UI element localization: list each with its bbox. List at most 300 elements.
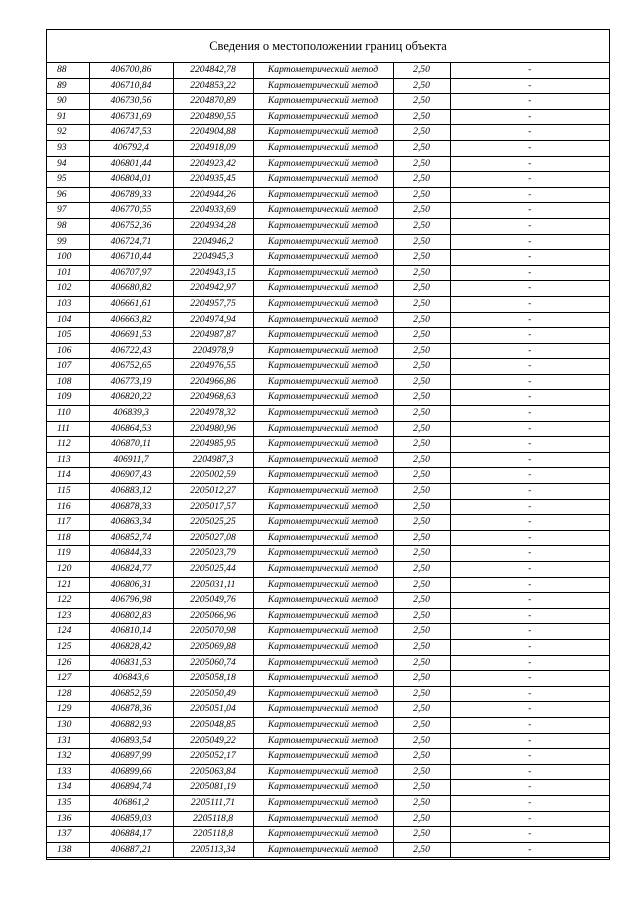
- method-cell: Картометрический метод: [253, 811, 393, 827]
- y-coordinate-cell: 2204934,28: [173, 218, 253, 234]
- method-cell: Картометрический метод: [253, 702, 393, 718]
- description-cell: -: [450, 686, 609, 702]
- x-coordinate-cell: 406844,33: [89, 546, 173, 562]
- accuracy-cell: 2,50: [393, 359, 450, 375]
- point-number-cell: 116: [47, 499, 89, 515]
- description-cell: -: [450, 172, 609, 188]
- x-coordinate-cell: 406722,43: [89, 343, 173, 359]
- y-coordinate-cell: 2204842,78: [173, 63, 253, 78]
- description-cell: -: [450, 63, 609, 78]
- accuracy-cell: 2,50: [393, 702, 450, 718]
- description-cell: -: [450, 717, 609, 733]
- x-coordinate-cell: 406680,82: [89, 281, 173, 297]
- point-number-cell: 117: [47, 515, 89, 531]
- accuracy-cell: 2,50: [393, 593, 450, 609]
- table-title: Сведения о местоположении границ объекта: [47, 30, 609, 63]
- description-cell: -: [450, 328, 609, 344]
- x-coordinate-cell: 406707,97: [89, 265, 173, 281]
- description-cell: -: [450, 265, 609, 281]
- y-coordinate-cell: 2205050,49: [173, 686, 253, 702]
- description-cell: -: [450, 671, 609, 687]
- x-coordinate-cell: 406893,54: [89, 733, 173, 749]
- method-cell: Картометрический метод: [253, 577, 393, 593]
- description-cell: -: [450, 390, 609, 406]
- method-cell: Картометрический метод: [253, 94, 393, 110]
- description-cell: -: [450, 234, 609, 250]
- method-cell: Картометрический метод: [253, 484, 393, 500]
- description-cell: -: [450, 140, 609, 156]
- method-cell: Картометрический метод: [253, 328, 393, 344]
- table-row: [47, 172, 609, 188]
- table-row: [47, 562, 609, 578]
- x-coordinate-cell: 406796,98: [89, 593, 173, 609]
- method-cell: Картометрический метод: [253, 265, 393, 281]
- table-row: [47, 546, 609, 562]
- y-coordinate-cell: 2204957,75: [173, 296, 253, 312]
- table-row: [47, 312, 609, 328]
- accuracy-cell: 2,50: [393, 328, 450, 344]
- accuracy-cell: 2,50: [393, 827, 450, 843]
- accuracy-cell: 2,50: [393, 562, 450, 578]
- accuracy-cell: 2,50: [393, 842, 450, 858]
- table-row: [47, 577, 609, 593]
- table-row: [47, 468, 609, 484]
- point-number-cell: 111: [47, 421, 89, 437]
- description-cell: -: [450, 780, 609, 796]
- point-number-cell: 120: [47, 562, 89, 578]
- y-coordinate-cell: 2205023,79: [173, 546, 253, 562]
- y-coordinate-cell: 2204935,45: [173, 172, 253, 188]
- y-coordinate-cell: 2205017,57: [173, 499, 253, 515]
- point-number-cell: 96: [47, 187, 89, 203]
- method-cell: Картометрический метод: [253, 499, 393, 515]
- table-row: [47, 390, 609, 406]
- description-cell: -: [450, 374, 609, 390]
- x-coordinate-cell: 406861,2: [89, 795, 173, 811]
- point-number-cell: 134: [47, 780, 89, 796]
- point-number-cell: 89: [47, 78, 89, 94]
- point-number-cell: 113: [47, 452, 89, 468]
- point-number-cell: 102: [47, 281, 89, 297]
- y-coordinate-cell: 2205012,27: [173, 484, 253, 500]
- x-coordinate-cell: 406878,36: [89, 702, 173, 718]
- x-coordinate-cell: 406773,19: [89, 374, 173, 390]
- y-coordinate-cell: 2204978,32: [173, 406, 253, 422]
- y-coordinate-cell: 2204985,95: [173, 437, 253, 453]
- table-row: [47, 328, 609, 344]
- description-cell: -: [450, 452, 609, 468]
- point-number-cell: 98: [47, 218, 89, 234]
- accuracy-cell: 2,50: [393, 94, 450, 110]
- accuracy-cell: 2,50: [393, 639, 450, 655]
- accuracy-cell: 2,50: [393, 343, 450, 359]
- method-cell: Картометрический метод: [253, 749, 393, 765]
- y-coordinate-cell: 2205058,18: [173, 671, 253, 687]
- boundary-coordinates-table: [47, 63, 609, 858]
- accuracy-cell: 2,50: [393, 140, 450, 156]
- y-coordinate-cell: 2205063,84: [173, 764, 253, 780]
- x-coordinate-cell: 406870,11: [89, 437, 173, 453]
- y-coordinate-cell: 2204943,15: [173, 265, 253, 281]
- table-row: [47, 593, 609, 609]
- table-row: [47, 343, 609, 359]
- x-coordinate-cell: 406747,53: [89, 125, 173, 141]
- accuracy-cell: 2,50: [393, 250, 450, 266]
- description-cell: -: [450, 639, 609, 655]
- point-number-cell: 136: [47, 811, 89, 827]
- method-cell: Картометрический метод: [253, 530, 393, 546]
- accuracy-cell: 2,50: [393, 671, 450, 687]
- y-coordinate-cell: 2204980,96: [173, 421, 253, 437]
- point-number-cell: 128: [47, 686, 89, 702]
- accuracy-cell: 2,50: [393, 733, 450, 749]
- description-cell: -: [450, 562, 609, 578]
- table-row: [47, 94, 609, 110]
- method-cell: Картометрический метод: [253, 281, 393, 297]
- x-coordinate-cell: 406724,71: [89, 234, 173, 250]
- table-row: [47, 499, 609, 515]
- point-number-cell: 115: [47, 484, 89, 500]
- x-coordinate-cell: 406792,4: [89, 140, 173, 156]
- table-row: [47, 515, 609, 531]
- method-cell: Картометрический метод: [253, 437, 393, 453]
- accuracy-cell: 2,50: [393, 686, 450, 702]
- accuracy-cell: 2,50: [393, 281, 450, 297]
- description-cell: -: [450, 530, 609, 546]
- accuracy-cell: 2,50: [393, 187, 450, 203]
- point-number-cell: 106: [47, 343, 89, 359]
- point-number-cell: 122: [47, 593, 89, 609]
- description-cell: -: [450, 109, 609, 125]
- description-cell: -: [450, 484, 609, 500]
- method-cell: Картометрический метод: [253, 421, 393, 437]
- method-cell: Картометрический метод: [253, 733, 393, 749]
- point-number-cell: 101: [47, 265, 89, 281]
- description-cell: -: [450, 359, 609, 375]
- x-coordinate-cell: 406897,99: [89, 749, 173, 765]
- description-cell: -: [450, 296, 609, 312]
- method-cell: Картометрический метод: [253, 78, 393, 94]
- accuracy-cell: 2,50: [393, 515, 450, 531]
- x-coordinate-cell: 406731,69: [89, 109, 173, 125]
- y-coordinate-cell: 2204933,69: [173, 203, 253, 219]
- point-number-cell: 131: [47, 733, 89, 749]
- description-cell: -: [450, 624, 609, 640]
- method-cell: Картометрический метод: [253, 187, 393, 203]
- accuracy-cell: 2,50: [393, 172, 450, 188]
- y-coordinate-cell: 2204945,3: [173, 250, 253, 266]
- method-cell: Картометрический метод: [253, 827, 393, 843]
- method-cell: Картометрический метод: [253, 593, 393, 609]
- accuracy-cell: 2,50: [393, 406, 450, 422]
- point-number-cell: 118: [47, 530, 89, 546]
- table-row: [47, 374, 609, 390]
- accuracy-cell: 2,50: [393, 421, 450, 437]
- point-number-cell: 123: [47, 608, 89, 624]
- accuracy-cell: 2,50: [393, 655, 450, 671]
- point-number-cell: 126: [47, 655, 89, 671]
- method-cell: Картометрический метод: [253, 780, 393, 796]
- point-number-cell: 104: [47, 312, 89, 328]
- point-number-cell: 94: [47, 156, 89, 172]
- accuracy-cell: 2,50: [393, 296, 450, 312]
- x-coordinate-cell: 406883,12: [89, 484, 173, 500]
- method-cell: Картометрический метод: [253, 795, 393, 811]
- y-coordinate-cell: 2204974,94: [173, 312, 253, 328]
- description-cell: -: [450, 593, 609, 609]
- x-coordinate-cell: 406843,6: [89, 671, 173, 687]
- x-coordinate-cell: 406700,86: [89, 63, 173, 78]
- y-coordinate-cell: 2204918,09: [173, 140, 253, 156]
- y-coordinate-cell: 2204923,42: [173, 156, 253, 172]
- y-coordinate-cell: 2204987,3: [173, 452, 253, 468]
- description-cell: -: [450, 827, 609, 843]
- table-row: [47, 421, 609, 437]
- method-cell: Картометрический метод: [253, 172, 393, 188]
- x-coordinate-cell: 406882,93: [89, 717, 173, 733]
- method-cell: Картометрический метод: [253, 624, 393, 640]
- x-coordinate-cell: 406663,82: [89, 312, 173, 328]
- x-coordinate-cell: 406802,83: [89, 608, 173, 624]
- description-cell: -: [450, 499, 609, 515]
- description-cell: -: [450, 577, 609, 593]
- y-coordinate-cell: 2204978,9: [173, 343, 253, 359]
- y-coordinate-cell: 2205049,76: [173, 593, 253, 609]
- y-coordinate-cell: 2205048,85: [173, 717, 253, 733]
- point-number-cell: 119: [47, 546, 89, 562]
- point-number-cell: 105: [47, 328, 89, 344]
- point-number-cell: 110: [47, 406, 89, 422]
- table-row: [47, 530, 609, 546]
- y-coordinate-cell: 2205051,04: [173, 702, 253, 718]
- method-cell: Картометрический метод: [253, 390, 393, 406]
- table-row: [47, 452, 609, 468]
- x-coordinate-cell: 406878,33: [89, 499, 173, 515]
- point-number-cell: 91: [47, 109, 89, 125]
- table-row: [47, 624, 609, 640]
- method-cell: Картометрический метод: [253, 717, 393, 733]
- accuracy-cell: 2,50: [393, 499, 450, 515]
- point-number-cell: 97: [47, 203, 89, 219]
- method-cell: Картометрический метод: [253, 125, 393, 141]
- table-row: [47, 780, 609, 796]
- y-coordinate-cell: 2205025,25: [173, 515, 253, 531]
- table-row: [47, 686, 609, 702]
- table-row: [47, 218, 609, 234]
- method-cell: Картометрический метод: [253, 218, 393, 234]
- y-coordinate-cell: 2204946,2: [173, 234, 253, 250]
- accuracy-cell: 2,50: [393, 577, 450, 593]
- y-coordinate-cell: 2205118,8: [173, 811, 253, 827]
- description-cell: -: [450, 468, 609, 484]
- table-row: [47, 717, 609, 733]
- description-cell: -: [450, 203, 609, 219]
- point-number-cell: 129: [47, 702, 89, 718]
- point-number-cell: 124: [47, 624, 89, 640]
- point-number-cell: 121: [47, 577, 89, 593]
- table-row: [47, 187, 609, 203]
- description-cell: -: [450, 421, 609, 437]
- description-cell: -: [450, 406, 609, 422]
- description-cell: -: [450, 515, 609, 531]
- point-number-cell: 90: [47, 94, 89, 110]
- point-number-cell: 108: [47, 374, 89, 390]
- method-cell: Картометрический метод: [253, 562, 393, 578]
- table-row: [47, 608, 609, 624]
- method-cell: Картометрический метод: [253, 63, 393, 78]
- description-cell: -: [450, 78, 609, 94]
- y-coordinate-cell: 2204890,55: [173, 109, 253, 125]
- method-cell: Картометрический метод: [253, 312, 393, 328]
- accuracy-cell: 2,50: [393, 780, 450, 796]
- method-cell: Картометрический метод: [253, 686, 393, 702]
- x-coordinate-cell: 406710,84: [89, 78, 173, 94]
- accuracy-cell: 2,50: [393, 468, 450, 484]
- table-row: [47, 296, 609, 312]
- x-coordinate-cell: 406824,77: [89, 562, 173, 578]
- table-row: [47, 359, 609, 375]
- description-cell: -: [450, 608, 609, 624]
- method-cell: Картометрический метод: [253, 468, 393, 484]
- y-coordinate-cell: 2204853,22: [173, 78, 253, 94]
- x-coordinate-cell: 406730,56: [89, 94, 173, 110]
- method-cell: Картометрический метод: [253, 140, 393, 156]
- accuracy-cell: 2,50: [393, 156, 450, 172]
- x-coordinate-cell: 406752,36: [89, 218, 173, 234]
- x-coordinate-cell: 406810,14: [89, 624, 173, 640]
- accuracy-cell: 2,50: [393, 374, 450, 390]
- table-row: [47, 156, 609, 172]
- table-row: [47, 795, 609, 811]
- accuracy-cell: 2,50: [393, 795, 450, 811]
- accuracy-cell: 2,50: [393, 452, 450, 468]
- description-cell: -: [450, 125, 609, 141]
- table-row: [47, 250, 609, 266]
- description-cell: -: [450, 281, 609, 297]
- point-number-cell: 135: [47, 795, 89, 811]
- x-coordinate-cell: 406899,66: [89, 764, 173, 780]
- accuracy-cell: 2,50: [393, 312, 450, 328]
- accuracy-cell: 2,50: [393, 437, 450, 453]
- accuracy-cell: 2,50: [393, 624, 450, 640]
- table-row: [47, 639, 609, 655]
- accuracy-cell: 2,50: [393, 78, 450, 94]
- point-number-cell: 125: [47, 639, 89, 655]
- point-number-cell: 107: [47, 359, 89, 375]
- method-cell: Картометрический метод: [253, 359, 393, 375]
- description-cell: -: [450, 733, 609, 749]
- method-cell: Картометрический метод: [253, 406, 393, 422]
- table-row: [47, 406, 609, 422]
- x-coordinate-cell: 406907,43: [89, 468, 173, 484]
- method-cell: Картометрический метод: [253, 515, 393, 531]
- x-coordinate-cell: 406806,31: [89, 577, 173, 593]
- method-cell: Картометрический метод: [253, 374, 393, 390]
- point-number-cell: 92: [47, 125, 89, 141]
- table-row: [47, 437, 609, 453]
- method-cell: Картометрический метод: [253, 671, 393, 687]
- table-row: [47, 125, 609, 141]
- description-cell: -: [450, 702, 609, 718]
- x-coordinate-cell: 406852,74: [89, 530, 173, 546]
- point-number-cell: 138: [47, 842, 89, 858]
- accuracy-cell: 2,50: [393, 811, 450, 827]
- x-coordinate-cell: 406863,34: [89, 515, 173, 531]
- x-coordinate-cell: 406852,59: [89, 686, 173, 702]
- table-row: [47, 764, 609, 780]
- x-coordinate-cell: 406710,44: [89, 250, 173, 266]
- table-row: [47, 109, 609, 125]
- method-cell: Картометрический метод: [253, 842, 393, 858]
- y-coordinate-cell: 2205113,34: [173, 842, 253, 858]
- y-coordinate-cell: 2205070,98: [173, 624, 253, 640]
- x-coordinate-cell: 406820,22: [89, 390, 173, 406]
- y-coordinate-cell: 2205002,59: [173, 468, 253, 484]
- point-number-cell: 95: [47, 172, 89, 188]
- accuracy-cell: 2,50: [393, 608, 450, 624]
- table-row: [47, 671, 609, 687]
- table-row: [47, 733, 609, 749]
- description-cell: -: [450, 655, 609, 671]
- point-number-cell: 100: [47, 250, 89, 266]
- point-number-cell: 93: [47, 140, 89, 156]
- table-row: [47, 78, 609, 94]
- y-coordinate-cell: 2205118,8: [173, 827, 253, 843]
- y-coordinate-cell: 2204976,55: [173, 359, 253, 375]
- y-coordinate-cell: 2205060,74: [173, 655, 253, 671]
- point-number-cell: 137: [47, 827, 89, 843]
- table-row: [47, 281, 609, 297]
- description-cell: -: [450, 312, 609, 328]
- x-coordinate-cell: 406801,44: [89, 156, 173, 172]
- y-coordinate-cell: 2205111,71: [173, 795, 253, 811]
- y-coordinate-cell: 2205031,11: [173, 577, 253, 593]
- x-coordinate-cell: 406839,3: [89, 406, 173, 422]
- y-coordinate-cell: 2204870,89: [173, 94, 253, 110]
- table-row: [47, 655, 609, 671]
- point-number-cell: 103: [47, 296, 89, 312]
- x-coordinate-cell: 406864,53: [89, 421, 173, 437]
- description-cell: -: [450, 156, 609, 172]
- accuracy-cell: 2,50: [393, 749, 450, 765]
- x-coordinate-cell: 406884,17: [89, 827, 173, 843]
- description-cell: -: [450, 437, 609, 453]
- y-coordinate-cell: 2205066,96: [173, 608, 253, 624]
- description-cell: -: [450, 749, 609, 765]
- description-cell: -: [450, 842, 609, 858]
- description-cell: -: [450, 343, 609, 359]
- x-coordinate-cell: 406804,01: [89, 172, 173, 188]
- description-cell: -: [450, 795, 609, 811]
- y-coordinate-cell: 2205025,44: [173, 562, 253, 578]
- y-coordinate-cell: 2204987,87: [173, 328, 253, 344]
- x-coordinate-cell: 406859,03: [89, 811, 173, 827]
- method-cell: Картометрический метод: [253, 109, 393, 125]
- accuracy-cell: 2,50: [393, 390, 450, 406]
- table-row: [47, 234, 609, 250]
- accuracy-cell: 2,50: [393, 764, 450, 780]
- table-row: [47, 203, 609, 219]
- y-coordinate-cell: 2205052,17: [173, 749, 253, 765]
- description-cell: -: [450, 218, 609, 234]
- accuracy-cell: 2,50: [393, 218, 450, 234]
- accuracy-cell: 2,50: [393, 63, 450, 78]
- description-cell: -: [450, 250, 609, 266]
- y-coordinate-cell: 2205081,19: [173, 780, 253, 796]
- method-cell: Картометрический метод: [253, 764, 393, 780]
- accuracy-cell: 2,50: [393, 234, 450, 250]
- method-cell: Картометрический метод: [253, 343, 393, 359]
